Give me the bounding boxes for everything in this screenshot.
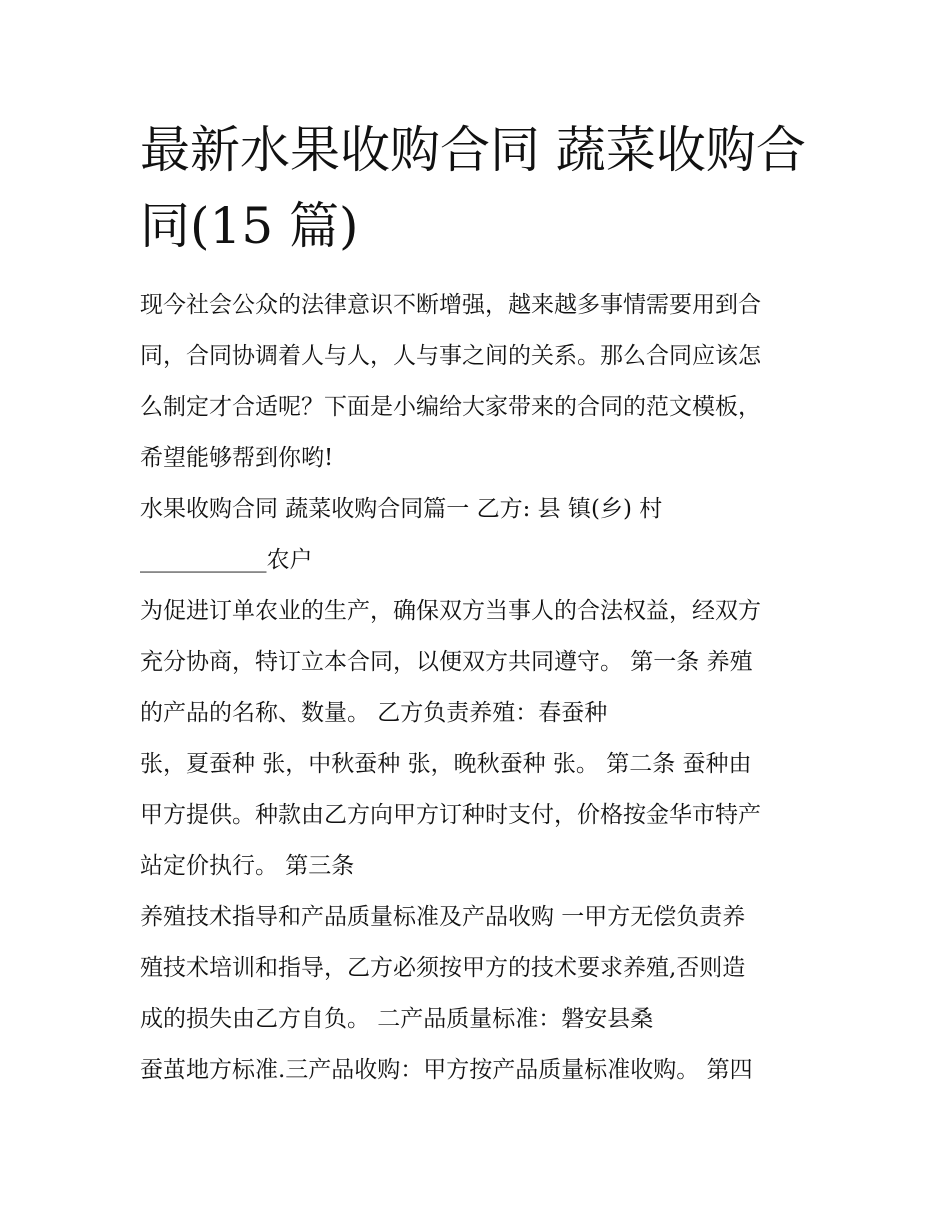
body-line: 为促进订单农业的生产，确保双方当事人的合法权益，经双方 bbox=[140, 598, 761, 624]
body-line: 水果收购合同 蔬菜收购合同篇一 乙方: 县 镇(乡) 村 bbox=[140, 496, 663, 522]
body-line: 充分协商，特订立本合同，以便双方共同遵守。 第一条 养殖 bbox=[140, 649, 753, 675]
body-line: 甲方提供。种款由乙方向甲方订种时支付，价格按金华市特产 bbox=[140, 802, 761, 828]
document-title bbox=[140, 112, 830, 264]
body-line: 的产品的名称、数量。 乙方负责养殖：春蚕种 bbox=[140, 700, 608, 726]
body-line: 么制定才合适呢？下面是小编给大家带来的合同的范文模板， bbox=[140, 394, 761, 420]
body-line: 蚕茧地方标准.三产品收购：甲方按产品质量标准收购。 第四 bbox=[140, 1057, 753, 1083]
body-line: 成的损失由乙方自负。 二产品质量标准：磐安县桑 bbox=[140, 1006, 654, 1032]
body-line: 同，合同协调着人与人，人与事之间的关系。那么合同应该怎 bbox=[140, 343, 761, 369]
body-line: 养殖技术指导和产品质量标准及产品收购 一甲方无偿负责养 bbox=[140, 904, 746, 930]
body-line: 希望能够帮到你哟! bbox=[140, 445, 334, 471]
title-line-1: 最新水果收购合同 蔬菜收购合 bbox=[140, 121, 806, 179]
body-line: 殖技术培训和指导，乙方必须按甲方的技术要求养殖,否则造 bbox=[140, 955, 746, 981]
title-line-2: 同(15 篇) bbox=[140, 197, 359, 255]
document-body bbox=[140, 280, 830, 1096]
body-line: 站定价执行。 第三条 bbox=[140, 853, 355, 879]
body-line: ___________农户 bbox=[140, 547, 313, 573]
body-line: 现今社会公众的法律意识不断增强，越来越多事情需要用到合 bbox=[140, 292, 761, 318]
body-line: 张，夏蚕种 张，中秋蚕种 张，晚秋蚕种 张。 第二条 蚕种由 bbox=[140, 751, 752, 777]
